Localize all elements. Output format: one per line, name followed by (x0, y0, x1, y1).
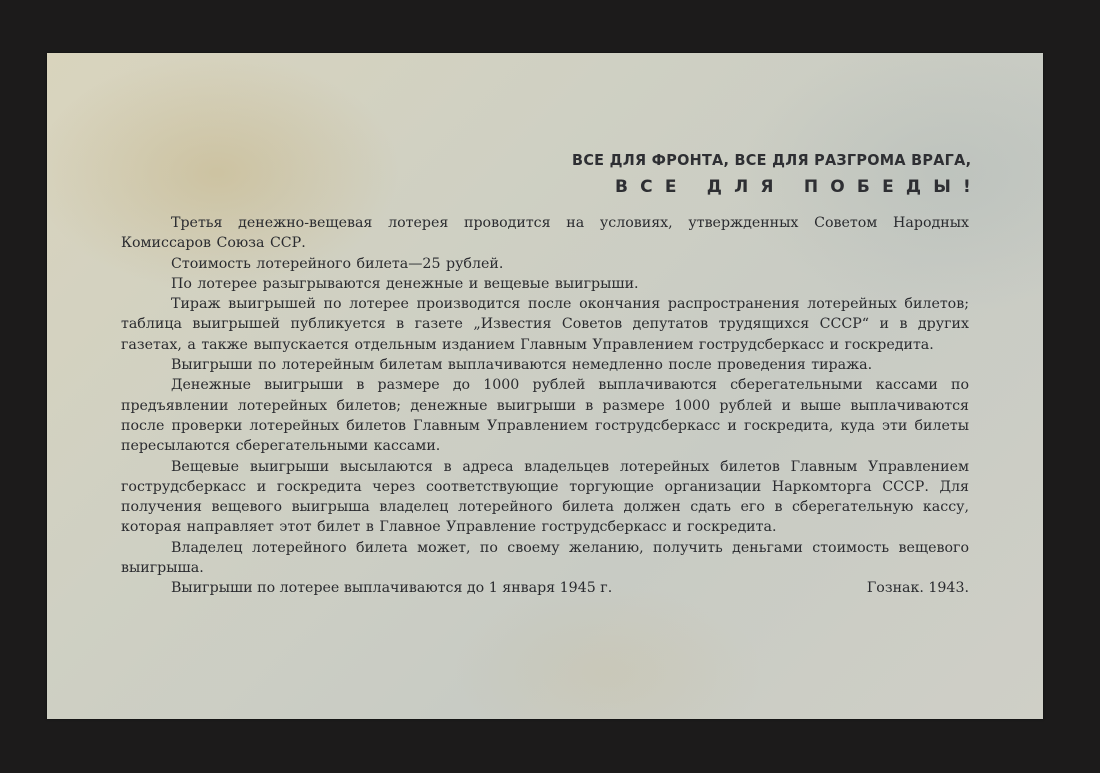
paragraph-draw-publication: Тираж выигрышей по лотерее производится после окончания распространения лотерейных билетов; таблица выигрышей публикуется в газете „Известия Советов депутатов трудящихся СССР“ и в других газетах, а также выпускается отдельным изданием Главным Управлением гострудсберкасс и госкредита. (121, 296, 969, 353)
paragraph-cash-prizes: Денежные выигрыши в размере до 1000 рублей выплачиваются сберегательными кассами по предъявлении лотерейных билетов; денежные выигрыши в размере 1000 рублей и выше выплачиваются после проверки лотерейных билетов Главным Управлением гострудсберкасс и госкредита, куда эти билеты пересылаются сберегательными кассами. (121, 377, 969, 455)
paragraph-lottery-conditions: Третья денежно-вещевая лотерея проводится на условиях, утвержденных Советом Народных Комиссаров Союза ССР. (121, 215, 969, 252)
paragraph-prize-types: По лотерее разыгрываются денежные и вещевые выигрыши. (171, 275, 639, 292)
paragraph-ticket-price: Стоимость лотерейного билета—25 рублей. (171, 255, 504, 272)
payment-deadline: Выигрыши по лотерее выплачиваются до 1 января 1945 г. (171, 580, 613, 597)
lottery-conditions (121, 213, 969, 599)
lottery-ticket-back (47, 53, 1043, 719)
printer-imprint: Гознак. 1943. (866, 580, 969, 597)
paragraph-payment-timing: Выигрыши по лотерейным билетам выплачиваются немедленно после проведения тиража. (171, 357, 873, 374)
slogan-line-1: ВСЕ ДЛЯ ФРОНТА, ВСЕ ДЛЯ РАЗГРОМА ВРАГА, (571, 151, 971, 169)
final-row (121, 578, 969, 598)
paragraph-cash-equivalent: Владелец лотерейного билета может, по своему желанию, получить деньгами стоимость вещевого выигрыша. (121, 539, 969, 577)
slogan-line-2: ВСЕ ДЛЯ ПОБЕДЫ! (615, 177, 983, 197)
paragraph-goods-prizes: Вещевые выигрыши высылаются в адреса владельцев лотерейных билетов Главным Управлением гострудсберкасс и госкредита через соответствующие торгующие организации Наркомторга СССР. Для получения вещевого выигрыша владелец лотерейного билета должен сдать его в сберегательную кассу, которая направляет этот билет в Главное Управление гострудсберкасс и госкредита. (121, 458, 969, 536)
slogan (542, 147, 983, 201)
